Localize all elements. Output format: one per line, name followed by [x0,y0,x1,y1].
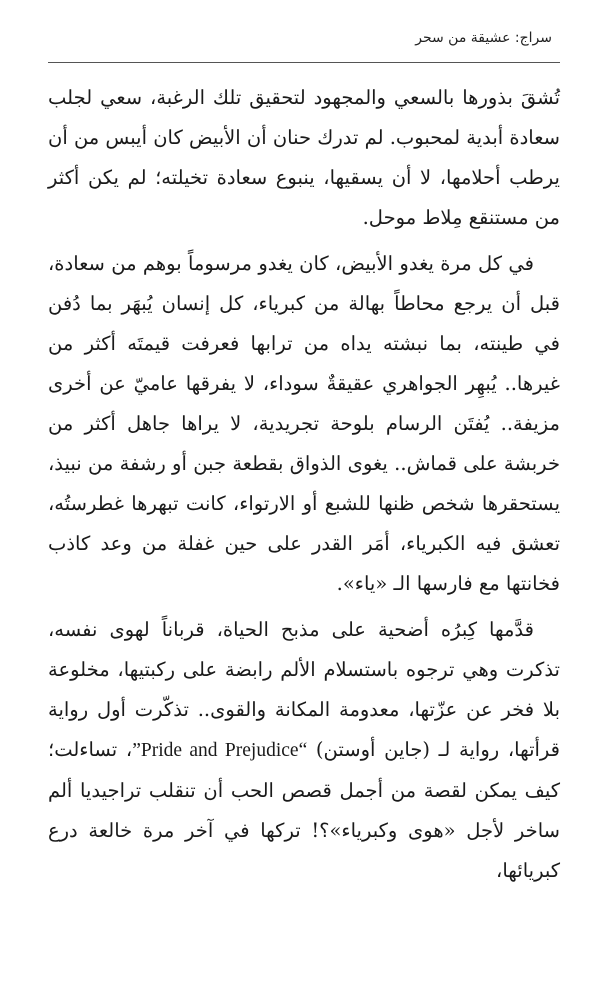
paragraph [48,610,560,891]
paragraph-text: قدَّمها كِبرُه أضحية على مذبح الحياة، قرباناً لهوى نفسه، تذكرت وهي ترجوه باستسلام الألم رابضة على ركبتيها، مخلوعة بلا فخر عن عزّتها، معدومة المكانة والقوى.. تذكّرت أول رواية قرأتها، رواية لـ (جاين أوستن) [48,618,560,761]
header-divider [48,62,560,63]
paragraph-text: ، تساءلت؛ كيف يمكن لقصة من أجمل قصص الحب أن تنقلب تراجيديا ألم ساخر لأجل «هوى وكبرياء»؟! تركها في آخر مرة خالعة درع كبريائها، [48,738,560,882]
paragraph: تُشقَ بذورها بالسعي والمجهود لتحقيق تلك الرغبة، سعي لجلب سعادة أبدية لمحبوب. لم تدرك حنان أن الأبيض كان أيبس من أن يرطب أحلامها، لا أن يسقيها، ينبوع سعادة تخيلته؛ لم يكن أكثر من مستنقع مِلاط موحل. [48,86,560,229]
running-header: سراج: عشيقة من سحر [415,30,552,46]
body-text [48,78,560,897]
paragraph: في كل مرة يغدو الأبيض، كان يغدو مرسوماً بوهم من سعادة، قبل أن يرجع محاطاً بهالة من كبرياء، كل إنسان يُبهَر بما دُفن في طينته، بما نبشته يداه من ترابها فعرفت قيمتَه أكثر من غيرها.. يُبهِر الجواهري عقيقةٌ سوداء، لا يفرقها عاميّ عن أخرى مزيفة.. يُفتَن الرسام بلوحة تجريدية، لا يراها جاهل أكثر من خربشة على قماش.. يغوى الذواق بقطعة جبن أو رشفة من نبيذ، يستحقرها شخص ظنها للشبع أو الارتواء، كانت تبهرها غطرستُه، تعشق فيه الكبرياء، أمَر القدر على حين غفلة من وعد كاذب فخانتها مع فارسها الـ «ياء». [48,252,560,595]
book-title-latin: ”Pride and Prejudice“ [132,740,308,761]
